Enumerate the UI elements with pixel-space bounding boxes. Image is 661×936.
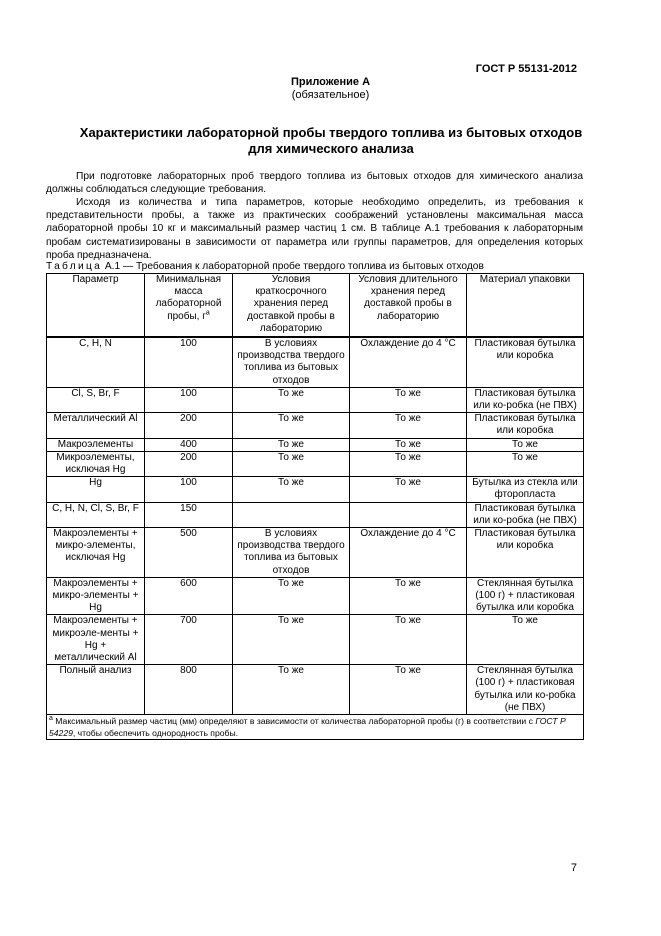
cell-short-storage: То же [233,665,350,715]
page-number: 7 [570,862,577,874]
cell-parameter: Hg [47,477,145,502]
header-footnote-mark: a [205,309,210,317]
header-short-storage: Условия краткосрочного хранения перед доставкой пробы в лабораторию [233,274,350,338]
cell-packaging: То же [467,451,584,476]
cell-short-storage: То же [233,451,350,476]
cell-packaging: Стеклянная бутылка (100 г) + пластиковая бутылка или коробка [467,577,584,615]
table-row [47,577,584,615]
cell-packaging: Пластиковая бутылка или коробка [467,528,584,578]
header-packaging: Материал упаковки [467,274,584,338]
cell-packaging: То же [467,615,584,665]
cell-packaging: То же [467,438,584,451]
cell-parameter: Микроэлементы, исключая Hg [47,451,145,476]
table-row [47,665,584,715]
table-footnote-row [47,715,584,740]
cell-long-storage [350,502,467,527]
cell-parameter: C, H, N [47,337,145,387]
cell-min-mass: 500 [145,528,233,578]
table-caption [46,261,484,272]
cell-min-mass: 100 [145,337,233,387]
cell-min-mass: 400 [145,438,233,451]
cell-long-storage: То же [350,451,467,476]
table-caption-text: А.1 — Требования к лабораторной пробе твердого топлива из бытовых отходов [102,261,484,272]
cell-parameter: Металлический Al [47,413,145,438]
table-row [47,477,584,502]
header-min-mass-text: Минимальная масса лабораторной пробы, г [155,274,222,322]
cell-parameter: C, H, N, Cl, S, Br, F [47,502,145,527]
cell-parameter: Полный анализ [47,665,145,715]
cell-short-storage: То же [233,477,350,502]
cell-short-storage: То же [233,438,350,451]
cell-short-storage: То же [233,413,350,438]
cell-packaging: Пластиковая бутылка или ко-робка (не ПВХ) [467,387,584,412]
cell-parameter: Макроэлементы + микроэле-менты + Hg + металлический Al [47,615,145,665]
cell-short-storage: То же [233,387,350,412]
section-title [46,125,616,157]
cell-short-storage: То же [233,615,350,665]
intro-paragraph: При подготовке лабораторных проб твердого топлива из бытовых отходов для химического анализа должны соблюдаться следующие требования. [46,171,583,196]
table-row [47,413,584,438]
cell-parameter: Макроэлементы [47,438,145,451]
cell-long-storage: То же [350,413,467,438]
cell-long-storage: Охлаждение до 4 °C [350,528,467,578]
cell-min-mass: 100 [145,387,233,412]
table-row [47,615,584,665]
footnote-text-end: , чтобы обеспечить однородность пробы. [72,728,239,739]
cell-packaging: Бутылка из стекла или фторопласта [467,477,584,502]
table-row [47,502,584,527]
cell-min-mass: 150 [145,502,233,527]
header-long-storage: Условия длительного хранения перед доставкой пробы в лабораторию [350,274,467,338]
cell-min-mass: 200 [145,413,233,438]
cell-parameter: Макроэлементы + микро-элементы, исключая Hg [47,528,145,578]
table-row [47,438,584,451]
appendix-note: (обязательное) [291,89,370,101]
cell-packaging: Пластиковая бутылка или ко-робка (не ПВХ) [467,502,584,527]
cell-min-mass: 100 [145,477,233,502]
header-min-mass [145,274,233,338]
cell-short-storage [233,502,350,527]
cell-min-mass: 700 [145,615,233,665]
requirements-table [46,273,584,740]
footnote-mark: a [49,715,53,723]
appendix-label: Приложение А [290,76,371,88]
table-row [47,451,584,476]
table-caption-word: Таблица [46,261,103,272]
cell-parameter: Макроэлементы + микро-элементы + Hg [47,577,145,615]
table-row [47,387,584,412]
footnote-standard-ref: ГОСТ Р 54229 [49,716,566,739]
requirements-paragraph: Исходя из количества и типа параметров, которые необходимо определить, из требования к представительности пробы, а также из практических соображений установлены максимальная масса лабораторной пробы 10 кг и максимальный размер частиц 1 см. В таблице А.1 требования к лабораторным пробам систематизированы в зависимости от параметра или группы параметров, для определения которых проба предназначена. [46,197,583,261]
cell-long-storage: То же [350,438,467,451]
cell-short-storage: То же [233,577,350,615]
table-row [47,528,584,578]
cell-short-storage: В условиях производства твердого топлива из бытовых отходов [233,337,350,387]
cell-packaging: Пластиковая бутылка или коробка [467,413,584,438]
cell-packaging: Стеклянная бутылка (100 г) + пластиковая бутылка или ко-робка (не ПВХ) [467,665,584,715]
cell-long-storage: То же [350,477,467,502]
cell-long-storage: Охлаждение до 4 °C [350,337,467,387]
standard-code: ГОСТ Р 55131-2012 [475,63,577,75]
cell-long-storage: То же [350,615,467,665]
table-row [47,337,584,387]
cell-long-storage: То же [350,387,467,412]
footnote-text-start: Максимальный размер частиц (мм) определяют в зависимости от количества лабораторной пробы (г) в соответствии с [52,716,536,727]
cell-min-mass: 200 [145,451,233,476]
cell-min-mass: 600 [145,577,233,615]
table-footnote [47,715,584,740]
cell-min-mass: 800 [145,665,233,715]
table-header-row [47,274,584,338]
cell-long-storage: То же [350,577,467,615]
cell-packaging: Пластиковая бутылка или коробка [467,337,584,387]
cell-long-storage: То же [350,665,467,715]
section-title-line-2: для химического анализа [248,141,414,156]
section-title-line-1: Характеристики лабораторной пробы твердого топлива из бытовых отходов [79,125,583,140]
header-parameter: Параметр [47,274,145,338]
cell-short-storage: В условиях производства твердого топлива из бытовых отходов [233,528,350,578]
cell-parameter: Cl, S, Br, F [47,387,145,412]
